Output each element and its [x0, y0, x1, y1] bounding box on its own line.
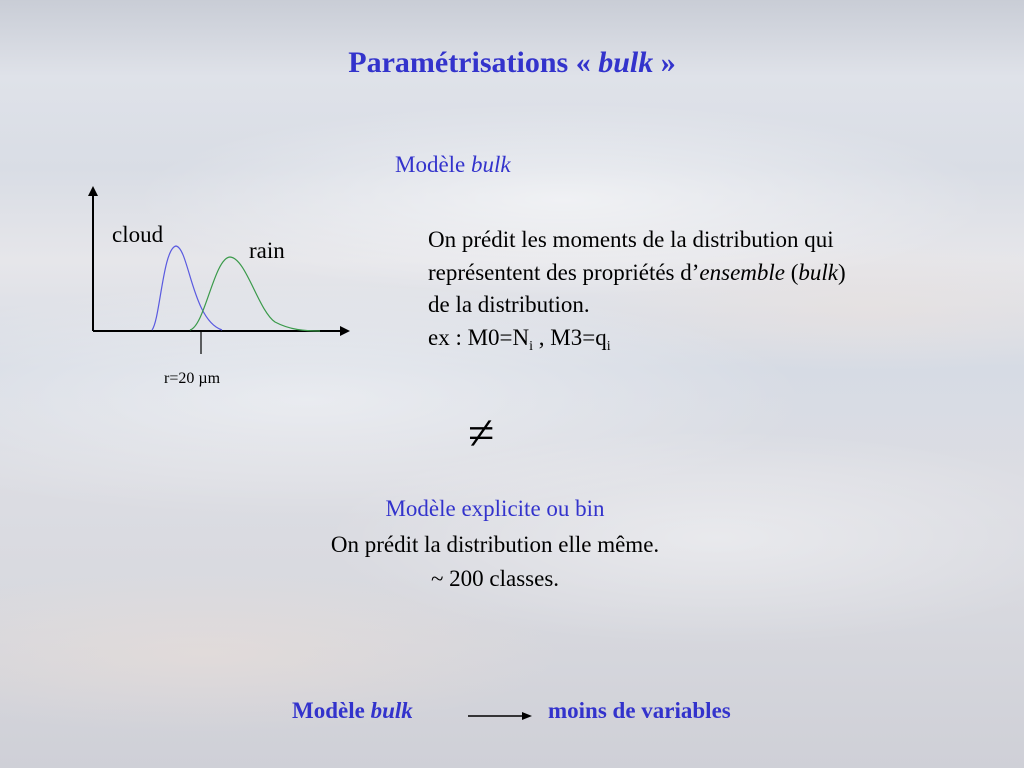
conclusion-left: Modèle bulk — [292, 698, 413, 723]
slide-title: Paramétrisations « bulk » — [348, 46, 676, 79]
rain-label: rain — [249, 238, 285, 263]
bulk-line-3: de la distribution. — [428, 292, 590, 317]
bulk-model-heading: Modèle bulk — [395, 152, 511, 177]
not-equal-symbol: ≠ — [468, 407, 495, 460]
tick-label: r=20 µm — [164, 370, 221, 387]
size-distribution-diagram — [0, 0, 380, 400]
bin-model-heading: Modèle explicite ou bin — [385, 496, 605, 521]
bulk-line-4: ex : $M0=N_i$ , $M3=q_i$ — [428, 324, 611, 354]
x-axis-arrowhead — [340, 326, 350, 336]
bulk-line-1: On prédit les moments de la distribution qui — [428, 227, 834, 252]
bulk-model-description — [428, 224, 846, 354]
bin-model-line-2: ~ 200 classes. — [430, 566, 560, 591]
conclusion-arrow — [466, 708, 534, 724]
bin-model-line-1: On prédit la distribution elle même. — [330, 532, 660, 557]
y-axis-arrowhead — [88, 186, 98, 196]
cloud-label: cloud — [112, 222, 164, 247]
rain-curve — [190, 257, 320, 331]
conclusion-right: moins de variables — [548, 698, 731, 723]
bulk-line-2: représentent des propriétés d’ensemble (bulk) — [428, 259, 846, 285]
